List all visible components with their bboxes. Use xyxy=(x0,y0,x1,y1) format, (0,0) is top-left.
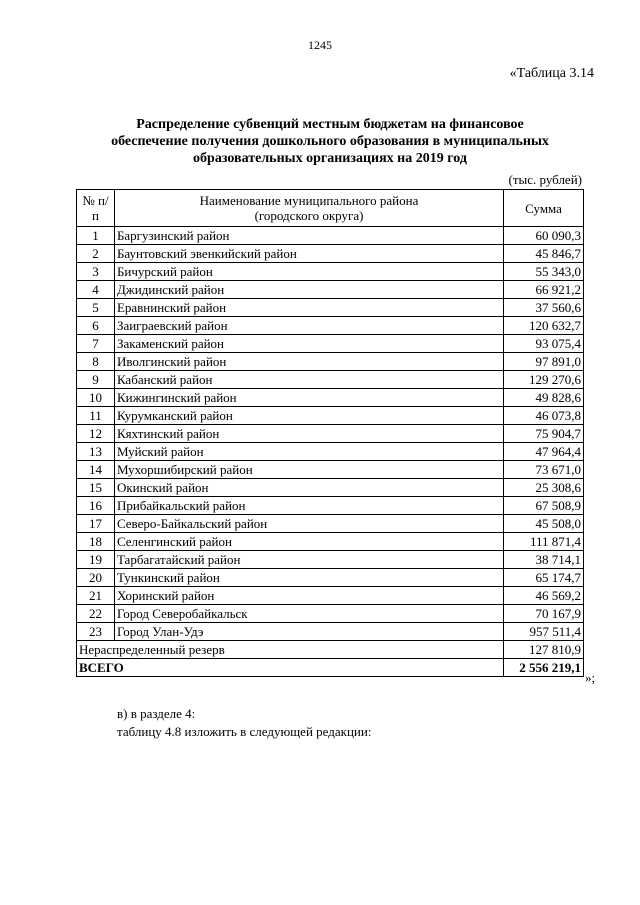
row-sum: 47 964,4 xyxy=(504,443,584,461)
row-sum: 70 167,9 xyxy=(504,605,584,623)
row-name: Муйский район xyxy=(114,443,503,461)
row-number: 3 xyxy=(77,263,115,281)
row-number: 11 xyxy=(77,407,115,425)
table-row xyxy=(77,371,584,389)
table-header-row xyxy=(77,190,584,227)
paragraph-section: в) в разделе 4: xyxy=(117,706,196,721)
row-number: 19 xyxy=(77,551,115,569)
row-number: 4 xyxy=(77,281,115,299)
row-number: 22 xyxy=(77,605,115,623)
table-row xyxy=(77,227,584,245)
row-number: 16 xyxy=(77,497,115,515)
row-number: 5 xyxy=(77,299,115,317)
row-sum: 75 904,7 xyxy=(504,425,584,443)
row-name: Бичурский район xyxy=(114,263,503,281)
row-sum: 66 921,2 xyxy=(504,281,584,299)
closing-quote: »; xyxy=(585,670,596,685)
row-name: Кабанский район xyxy=(114,371,503,389)
row-name: Баргузинский район xyxy=(114,227,503,245)
row-number: 10 xyxy=(77,389,115,407)
table-row xyxy=(77,335,584,353)
row-number: 9 xyxy=(77,371,115,389)
row-name: Окинский район xyxy=(114,479,503,497)
subvention-table xyxy=(76,189,584,677)
row-number: 21 xyxy=(77,587,115,605)
row-name: Заиграевский район xyxy=(114,317,503,335)
reserve-sum: 127 810,9 xyxy=(504,641,584,659)
row-sum: 65 174,7 xyxy=(504,569,584,587)
row-name: Тункинский район xyxy=(114,569,503,587)
table-row xyxy=(77,389,584,407)
table-row xyxy=(77,299,584,317)
row-sum: 45 508,0 xyxy=(504,515,584,533)
header-name-line1: Наименование муниципального района xyxy=(199,193,419,208)
table-caption: «Таблица 3.14 xyxy=(509,66,594,81)
row-name: Город Северобайкальск xyxy=(114,605,503,623)
table-body xyxy=(77,227,584,641)
row-number: 2 xyxy=(77,245,115,263)
table-row xyxy=(77,407,584,425)
row-name: Баунтовский эвенкийский район xyxy=(114,245,503,263)
row-sum: 37 560,6 xyxy=(504,299,584,317)
row-number: 14 xyxy=(77,461,115,479)
row-name: Джидинский район xyxy=(114,281,503,299)
row-number: 8 xyxy=(77,353,115,371)
header-num: № п/п xyxy=(77,190,115,227)
row-number: 6 xyxy=(77,317,115,335)
row-name: Мухоршибирский район xyxy=(114,461,503,479)
row-name: Кижингинский район xyxy=(114,389,503,407)
reserve-row xyxy=(77,641,584,659)
table-row xyxy=(77,281,584,299)
row-sum: 38 714,1 xyxy=(504,551,584,569)
row-sum: 67 508,9 xyxy=(504,497,584,515)
total-row xyxy=(77,659,584,677)
table-row xyxy=(77,263,584,281)
row-sum: 111 871,4 xyxy=(504,533,584,551)
table-row xyxy=(77,623,584,641)
row-sum: 97 891,0 xyxy=(504,353,584,371)
row-sum: 60 090,3 xyxy=(504,227,584,245)
row-name: Прибайкальский район xyxy=(114,497,503,515)
row-name: Селенгинский район xyxy=(114,533,503,551)
title-line: обеспечение получения дошкольного образования в муниципальных xyxy=(111,134,549,149)
row-number: 13 xyxy=(77,443,115,461)
row-sum: 45 846,7 xyxy=(504,245,584,263)
table-row xyxy=(77,479,584,497)
table-row xyxy=(77,605,584,623)
table-row xyxy=(77,569,584,587)
row-sum: 957 511,4 xyxy=(504,623,584,641)
row-sum: 25 308,6 xyxy=(504,479,584,497)
row-name: Тарбагатайский район xyxy=(114,551,503,569)
table-row xyxy=(77,551,584,569)
table-row xyxy=(77,533,584,551)
header-sum: Сумма xyxy=(504,190,584,227)
row-name: Еравнинский район xyxy=(114,299,503,317)
paragraph-instruction: таблицу 4.8 изложить в следующей редакции: xyxy=(117,724,372,739)
total-label: ВСЕГО xyxy=(77,659,504,677)
row-sum: 46 073,8 xyxy=(504,407,584,425)
reserve-label: Нераспределенный резерв xyxy=(77,641,504,659)
row-number: 18 xyxy=(77,533,115,551)
row-number: 15 xyxy=(77,479,115,497)
title-line: образовательных организациях на 2019 год xyxy=(193,151,467,166)
row-name: Иволгинский район xyxy=(114,353,503,371)
total-sum: 2 556 219,1 xyxy=(504,659,584,677)
title-line: Распределение субвенций местным бюджетам на финансовое xyxy=(136,117,524,132)
table-row xyxy=(77,443,584,461)
header-name-line2: (городского округа) xyxy=(254,208,364,223)
table-row xyxy=(77,587,584,605)
row-number: 7 xyxy=(77,335,115,353)
row-sum: 55 343,0 xyxy=(504,263,584,281)
units-label: (тыс. рублей) xyxy=(508,172,582,187)
row-number: 17 xyxy=(77,515,115,533)
header-name xyxy=(114,190,503,227)
row-sum: 93 075,4 xyxy=(504,335,584,353)
row-sum: 129 270,6 xyxy=(504,371,584,389)
row-number: 20 xyxy=(77,569,115,587)
table-row xyxy=(77,317,584,335)
document-title xyxy=(80,116,580,167)
row-name: Хоринский район xyxy=(114,587,503,605)
table-row xyxy=(77,497,584,515)
table-row xyxy=(77,515,584,533)
row-sum: 73 671,0 xyxy=(504,461,584,479)
row-name: Закаменский район xyxy=(114,335,503,353)
row-number: 1 xyxy=(77,227,115,245)
row-name: Город Улан-Удэ xyxy=(114,623,503,641)
table-row xyxy=(77,461,584,479)
row-name: Северо-Байкальский район xyxy=(114,515,503,533)
row-sum: 49 828,6 xyxy=(504,389,584,407)
row-number: 23 xyxy=(77,623,115,641)
table-row xyxy=(77,425,584,443)
row-number: 12 xyxy=(77,425,115,443)
page-number: 1245 xyxy=(308,38,332,52)
row-sum: 46 569,2 xyxy=(504,587,584,605)
table-row xyxy=(77,353,584,371)
table-row xyxy=(77,245,584,263)
row-sum: 120 632,7 xyxy=(504,317,584,335)
row-name: Кяхтинский район xyxy=(114,425,503,443)
row-name: Курумканский район xyxy=(114,407,503,425)
